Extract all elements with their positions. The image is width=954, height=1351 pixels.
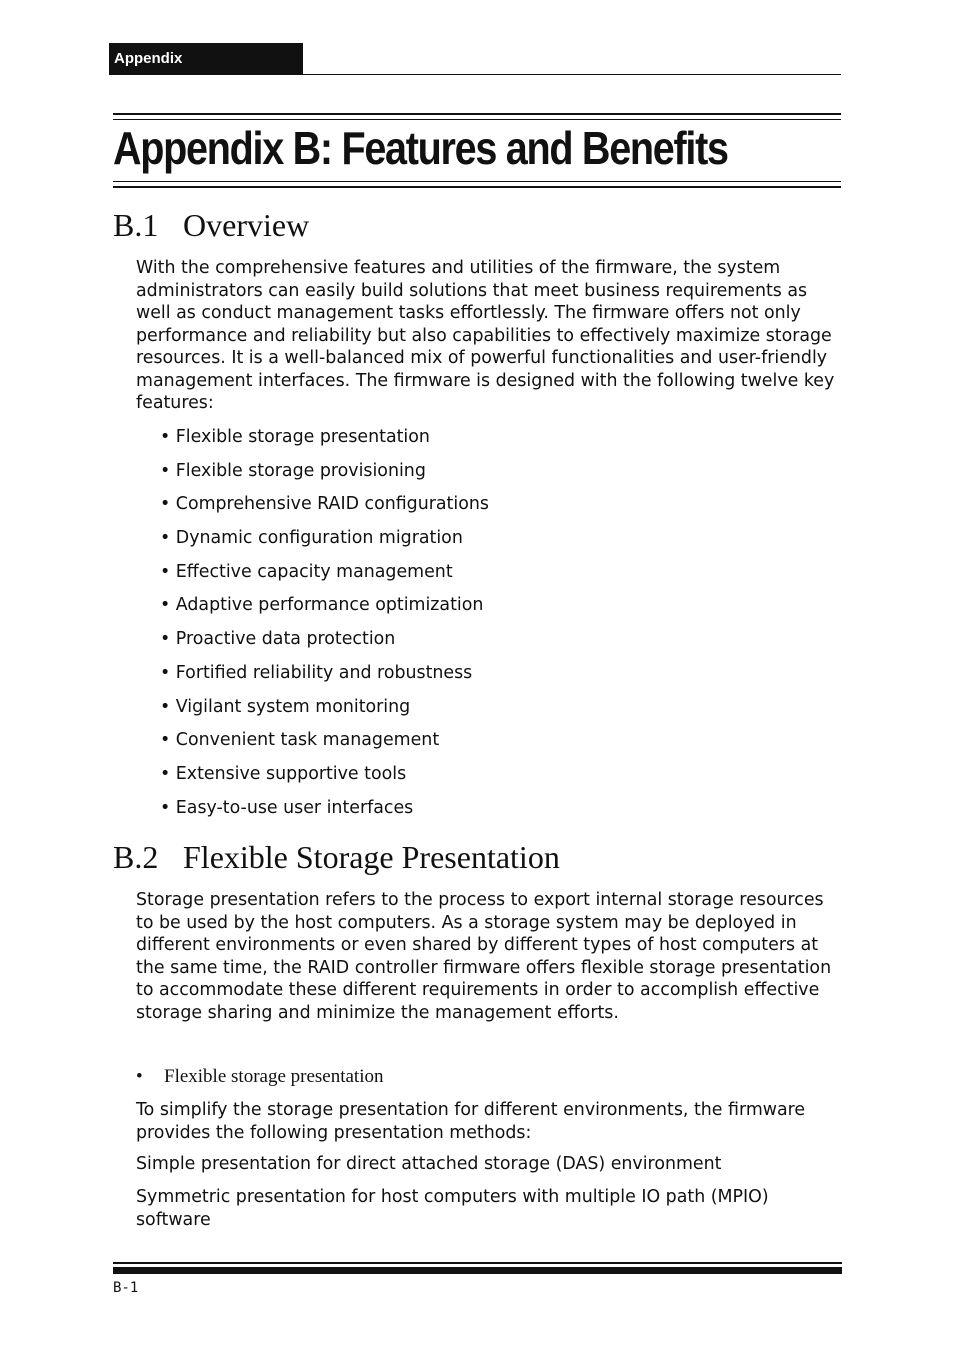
footer-rule-thin <box>113 1262 842 1264</box>
presentation-methods-paragraph: To simplify the storage presentation for different environments, the firmware provides the following presentation methods: <box>136 1100 806 1143</box>
list-item: • Proactive data protection <box>160 628 489 662</box>
list-item: • Comprehensive RAID configurations <box>160 493 489 527</box>
section-heading-overview <box>113 207 309 243</box>
storage-presentation-paragraph: Storage presentation refers to the process to export internal storage resources to be used by the host computers. As a storage system may be deployed in different environments or even shared by different types of host computers at the same time, the RAID controller firmware offers flexible storage presentation to accommodate these different requirements in order to accomplish effective storage sharing and minimize the management efforts. <box>136 890 832 1023</box>
section-title: Overview <box>183 207 310 243</box>
section-title: Flexible Storage Presentation <box>183 839 560 875</box>
section-tab: Appendix <box>109 43 303 75</box>
feature-list <box>160 426 489 830</box>
header-rule <box>303 74 841 75</box>
list-item: • Fortified reliability and robustness <box>160 662 489 696</box>
section-number: B.2 <box>113 839 159 875</box>
sub-bullet-label: Flexible storage presentation <box>164 1066 384 1087</box>
list-item: • Vigilant system monitoring <box>160 696 489 730</box>
sub-bullet: • Flexible storage presentation <box>136 1066 384 1087</box>
title-rule-top-thick <box>113 113 841 115</box>
overview-paragraph: With the comprehensive features and utilities of the firmware, the system administrators can easily build solutions that meet business requirements as well as conduct management tasks effortlessly. The firmware offers not only performance and reliability but also capabilities to effectively maximize storage resources. It is a well-balanced mix of powerful functionalities and user-friendly management interfaces. The firmware is designed with the following twelve key features: <box>136 258 835 413</box>
symmetric-presentation-paragraph: Symmetric presentation for host computers with multiple IO path (MPIO) software <box>136 1187 769 1230</box>
simple-presentation-paragraph: Simple presentation for direct attached storage (DAS) environment <box>136 1154 722 1174</box>
list-item: • Extensive supportive tools <box>160 763 489 797</box>
title-rule-bottom-thick <box>113 186 841 188</box>
list-item: • Easy-to-use user interfaces <box>160 797 489 831</box>
list-item: • Flexible storage provisioning <box>160 460 489 494</box>
chapter-title: Appendix B: Features and Benefits <box>113 122 728 174</box>
footer-rule-thick <box>113 1267 842 1274</box>
list-item: • Dynamic configuration migration <box>160 527 489 561</box>
list-item: • Convenient task management <box>160 729 489 763</box>
list-item: • Effective capacity management <box>160 561 489 595</box>
section-heading-flexible-storage <box>113 839 560 875</box>
list-item: • Flexible storage presentation <box>160 426 489 460</box>
title-rule-bottom-thin <box>113 181 841 182</box>
page-number: B-1 <box>113 1280 139 1296</box>
section-number: B.1 <box>113 207 159 243</box>
list-item: • Adaptive performance optimization <box>160 594 489 628</box>
